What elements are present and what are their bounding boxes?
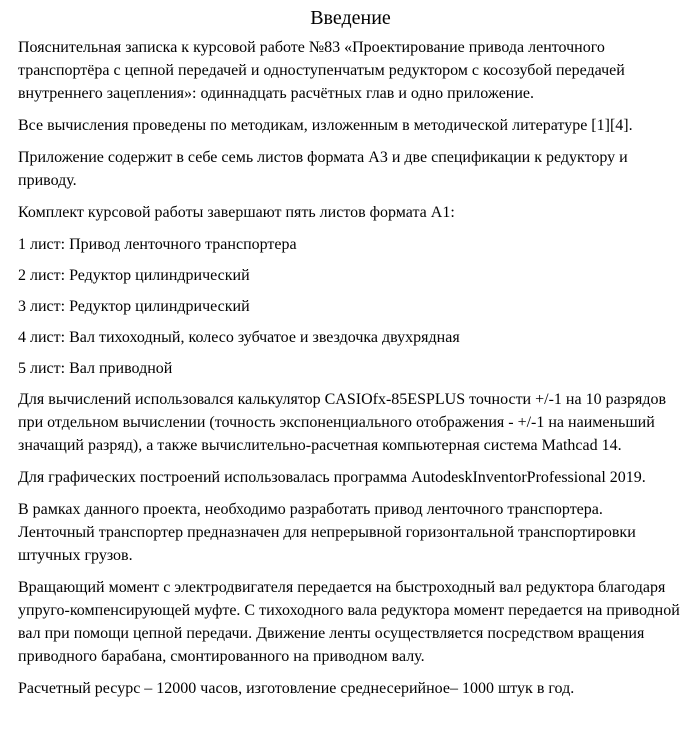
paragraph-torque: Вращающий момент с электродвигателя передается на быстроходный вал редуктора благодаря упруго-компенсирующей муфте. С тихоходного вала редуктора момент передается на приводной вал при помощи цепной передачи. Движение ленты осуществляется посредством вращения приводного барабана, смонтированного на приводном валу.	[18, 579, 680, 665]
paragraph-graphics: Для графических построений использовалась программа AutodeskInventorProfessional 2019.	[18, 469, 646, 486]
paragraph-intro: Пояснительная записка к курсовой работе №83 «Проектирование привода ленточного транспортёра с цепной передачей и одноступенчатым редуктором с косозубой передачей внутреннего зацепления»: одиннадцать расчётных глав и одно приложение.	[18, 39, 625, 102]
sheet-item-3: 3 лист: Редуктор цилиндрический	[18, 298, 250, 315]
paragraph-calculator: Для вычислений использовался калькулятор CASIOfx-85ESPLUS точности +/-1 на 10 разрядов при отдельном вычислении (точность экспоненциального отображения - +/-1 на наименьший значащий разряд), а также вычислительно-расчетная компьютерная система Mathcad 14.	[18, 391, 667, 454]
paragraph-project-scope: В рамках данного проекта, необходимо разработать привод ленточного транспортера. Ленточный транспортер предназначен для непрерывной горизонтальной транспортировки штучных грузов.	[18, 501, 636, 564]
paragraph-methods: Все вычисления проведены по методикам, изложенным в методической литературе [1][4].	[18, 117, 633, 134]
paragraph-sheets-intro: Комплект курсовой работы завершают пять листов формата А1:	[18, 204, 455, 221]
sheet-item-4: 4 лист: Вал тихоходный, колесо зубчатое и звездочка двухрядная	[18, 329, 460, 346]
sheet-item-2: 2 лист: Редуктор цилиндрический	[18, 267, 250, 284]
paragraph-resource: Расчетный ресурс – 12000 часов, изготовление среднесерийное– 1000 штук в год.	[18, 680, 575, 697]
page-title: Введение	[310, 7, 391, 29]
paragraph-appendix: Приложение содержит в себе семь листов формата А3 и две спецификации к редуктору и приводу.	[18, 149, 628, 189]
sheet-item-1: 1 лист: Привод ленточного транспортера	[18, 236, 297, 253]
sheet-item-5: 5 лист: Вал приводной	[18, 360, 173, 377]
